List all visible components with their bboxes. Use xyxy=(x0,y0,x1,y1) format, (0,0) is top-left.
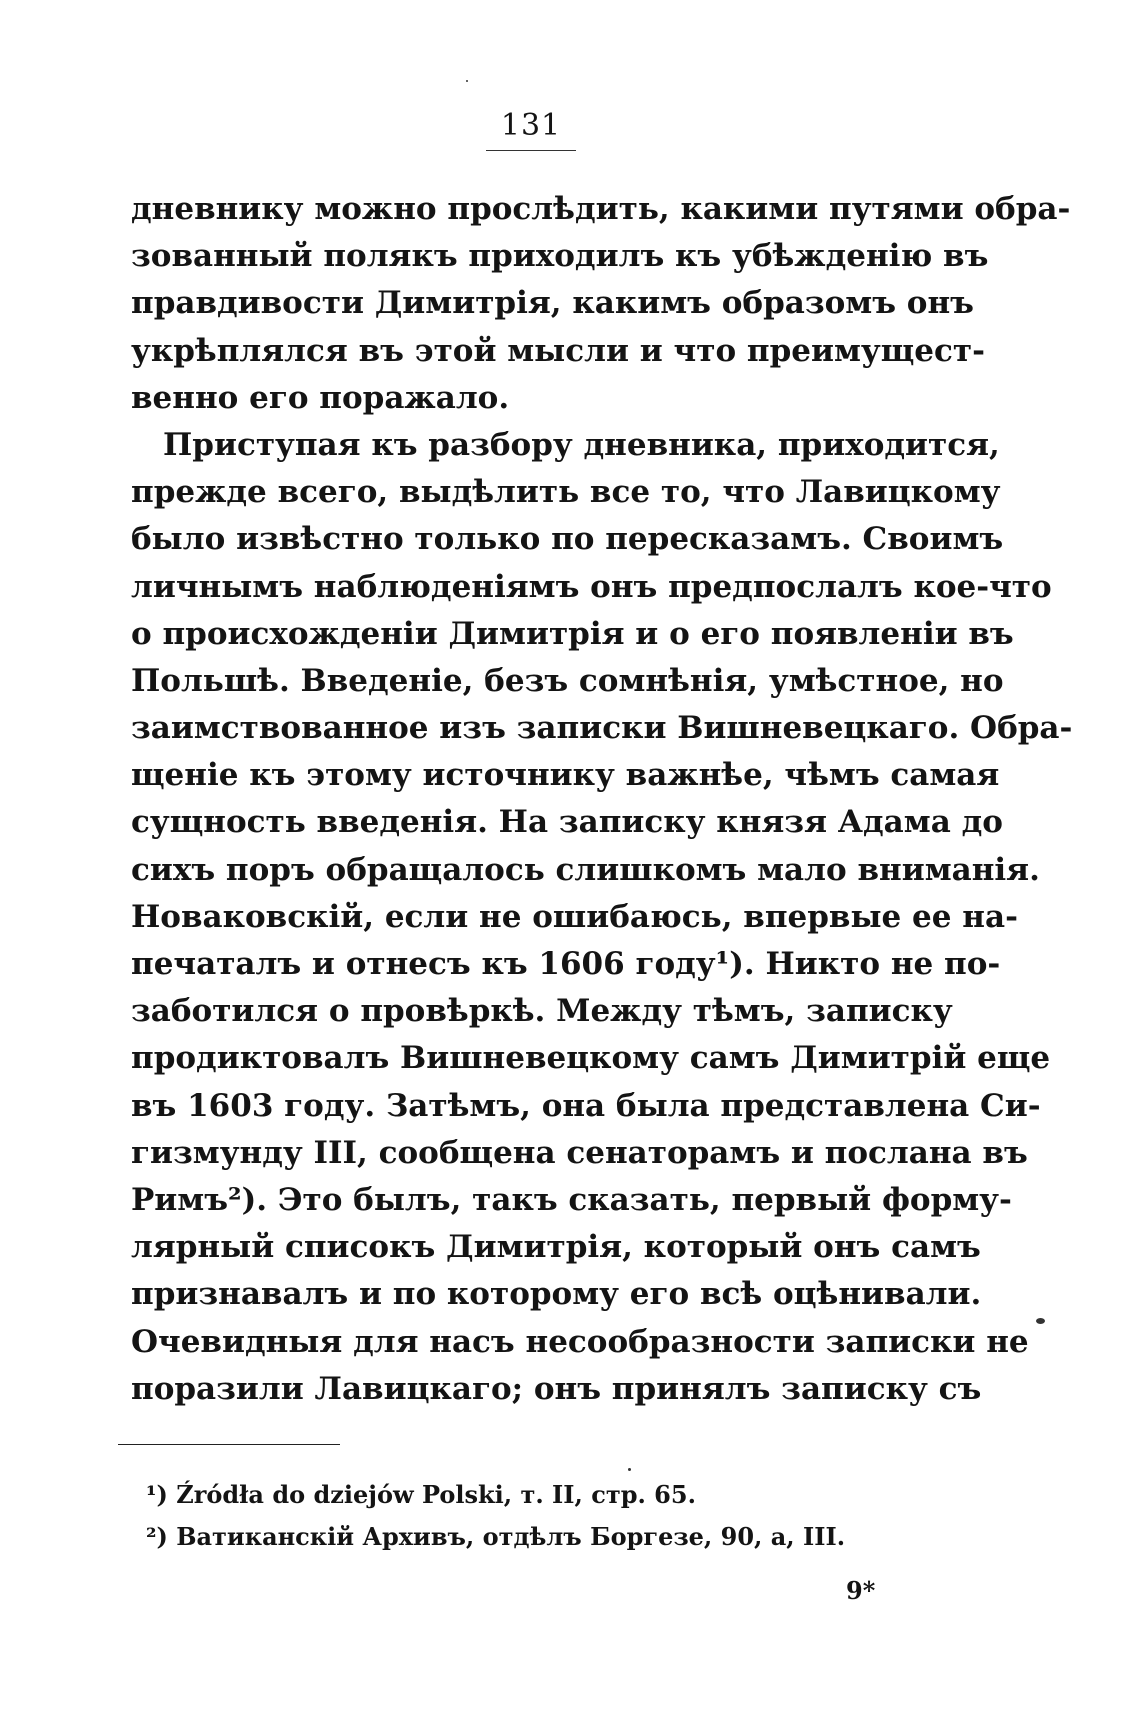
text-line: сихъ поръ обращалось слишкомъ мало вниманія. xyxy=(131,851,1040,888)
scan-speck xyxy=(466,80,468,82)
footnote-2: ²) Ватиканскій Архивъ, отдѣлъ Боргезе, 90, а, III. xyxy=(146,1522,846,1551)
text-line: поразили Лавицкаго; онъ принялъ записку съ xyxy=(131,1370,982,1407)
text-line: правдивости Димитрія, какимъ образомъ онъ xyxy=(131,285,974,322)
text-line: укрѣплялся въ этой мысли и что преимущест- xyxy=(131,332,985,369)
text-line: венно его поражало. xyxy=(131,379,510,416)
footnote-rule xyxy=(118,1444,340,1445)
text-line: продиктовалъ Вишневецкому самъ Димитрій еще xyxy=(131,1040,1051,1077)
header-rule xyxy=(486,150,576,151)
text-line: Польшѣ. Введеніе, безъ сомнѣнія, умѣстное, но xyxy=(131,662,1004,699)
text-line: щеніе къ этому источнику важнѣе, чѣмъ самая xyxy=(131,757,1000,794)
text-line: сущность введенія. На записку князя Адама до xyxy=(131,804,1003,841)
text-line: въ 1603 году. Затѣмъ, она была представлена Си- xyxy=(131,1087,1041,1124)
text-line: было извѣстно только по пересказамъ. Своимъ xyxy=(131,521,1004,558)
text-line: печаталъ и отнесъ къ 1606 году¹). Никто не по- xyxy=(131,946,1001,982)
text-line: прежде всего, выдѣлить все то, что Лавицкому xyxy=(131,474,1001,511)
text-line: лярный списокъ Димитрія, который онъ самъ xyxy=(131,1229,981,1266)
footnotes xyxy=(146,1474,906,1558)
text-line: Римъ²). Это былъ, такъ сказать, первый форму- xyxy=(131,1181,1012,1218)
body-text xyxy=(131,186,1073,1413)
text-line: заимствованное изъ записки Вишневецкаго. Обра- xyxy=(131,710,1073,747)
text-line: признавалъ и по которому его всѣ оцѣнивали. xyxy=(131,1276,982,1313)
text-line: Новаковскій, если не ошибаюсь, впервые ее на- xyxy=(131,898,1018,935)
scan-speck xyxy=(1036,1318,1045,1324)
page-number: 131 xyxy=(500,108,562,143)
text-line: дневнику можно прослѣдить, какими путями обра- xyxy=(131,191,1071,227)
text-line: зованный полякъ приходилъ къ убѣжденію въ xyxy=(131,238,989,275)
scan-speck xyxy=(628,1468,631,1471)
text-line: заботился о провѣркѣ. Между тѣмъ, записку xyxy=(131,993,953,1030)
printer-signature: 9* xyxy=(846,1576,876,1605)
text-line: гизмунду III, сообщена сенаторамъ и послана въ xyxy=(131,1134,1028,1171)
text-line: Очевидныя для насъ несообразности записки не xyxy=(131,1323,1029,1360)
text-line: Приступая къ разбору дневника, приходится, xyxy=(163,426,1000,463)
text-line: о происхожденіи Димитрія и о его появленіи въ xyxy=(131,615,1014,652)
footnote-1: ¹) Źródła do dziejów Polski, т. II, стр. 65. xyxy=(146,1480,696,1509)
text-line: личнымъ наблюденіямъ онъ предпослалъ кое-что xyxy=(131,568,1052,605)
